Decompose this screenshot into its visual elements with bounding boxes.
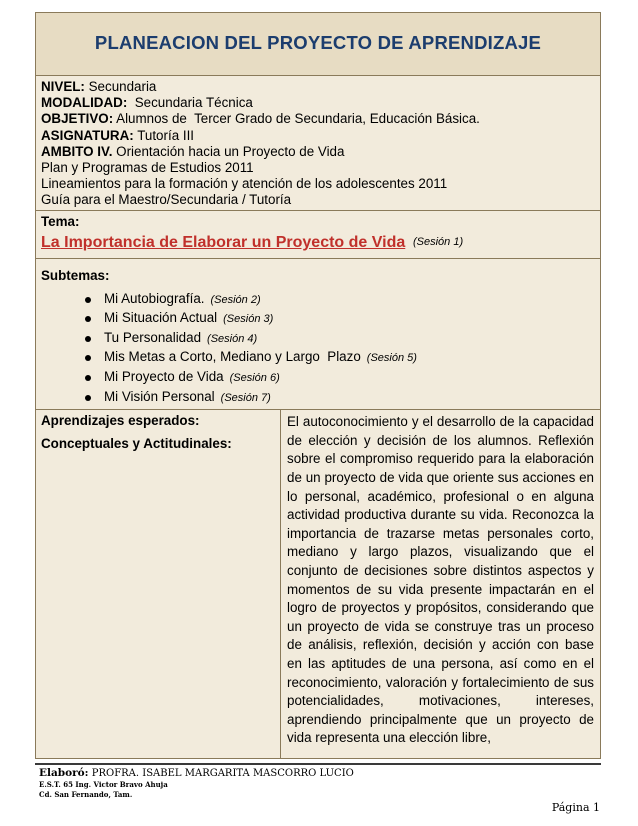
- bullet-icon: [85, 297, 91, 303]
- subtema-item: [81, 388, 595, 408]
- aprendizajes-content: [281, 410, 600, 758]
- tema-title: La Importancia de Elaborar un Proyecto de Vida: [41, 233, 406, 251]
- subtema-text: Mi Visión Personal: [104, 388, 215, 404]
- subtemas-list: [41, 290, 595, 408]
- info-value: Lineamientos para la formación y atención de los adolescentes 2011: [41, 176, 448, 192]
- aprendizajes-label: Aprendizajes esperados:: [41, 413, 200, 429]
- info-label: OBJETIVO:: [41, 111, 114, 127]
- info-line: [41, 128, 595, 144]
- tema-cell: [36, 211, 600, 259]
- planning-table: [35, 12, 601, 759]
- info-value: Secundaria Técnica: [127, 95, 253, 111]
- subtemas-cell: [36, 259, 600, 411]
- bullet-icon: [85, 336, 91, 342]
- info-label: ASIGNATURA:: [41, 127, 134, 143]
- bullet-icon: [85, 316, 91, 322]
- subtema-text: Mi Autobiografía.: [104, 290, 205, 306]
- info-line: [41, 111, 595, 127]
- subtema-text: Mi Proyecto de Vida: [104, 369, 224, 384]
- title-cell: [36, 13, 600, 76]
- subtema-text: Mi Situación Actual: [104, 310, 218, 326]
- aprendizajes-labels: [36, 410, 281, 758]
- document-title: PLANEACION DEL PROYECTO DE APRENDIZAJE: [94, 32, 542, 53]
- subtema-session: (Sesión 6): [229, 372, 280, 384]
- subtema-item: [81, 309, 595, 329]
- info-value: Orientación hacia un Proyecto de Vida: [112, 143, 345, 159]
- subtema-text: Mis Metas a Corto, Mediano y Largo Plazo: [104, 349, 361, 365]
- info-value: Secundaria: [84, 79, 157, 94]
- info-line: [41, 95, 595, 111]
- info-line: [41, 176, 595, 192]
- tema-label: Tema:: [41, 213, 80, 229]
- subtema-item: [81, 290, 595, 310]
- info-line: [41, 160, 595, 176]
- footer: [39, 767, 354, 800]
- subtema-session: (Sesión 2): [210, 293, 261, 306]
- subtema-session: (Sesión 3): [223, 313, 274, 326]
- aprendizajes-row: [36, 410, 600, 758]
- subtemas-label: Subtemas:: [41, 267, 110, 283]
- elaboro-value: PROFRA. ISABEL MARGARITA MASCORRO LUCIO: [88, 768, 354, 779]
- info-value: Tutoría III: [133, 127, 195, 143]
- footer-school: E.S.T. 65 Ing. Victor Bravo Ahuja: [39, 780, 168, 789]
- conceptuales-label: Conceptuales y Actitudinales:: [41, 436, 232, 452]
- subtema-item: [81, 348, 595, 368]
- subtema-item: [81, 329, 595, 349]
- info-label: NIVEL:: [41, 79, 85, 94]
- page-number: Página 1: [551, 801, 600, 814]
- info-line: [41, 79, 595, 95]
- info-line: [41, 192, 595, 208]
- bullet-icon: [85, 355, 91, 361]
- info-value: Alumnos de Tercer Grado de Secundaria, Educación Básica.: [113, 111, 480, 127]
- subtema-session: (Sesión 7): [220, 391, 271, 404]
- subtema-session: (Sesión 5): [366, 352, 417, 365]
- footer-author: [39, 767, 354, 780]
- bullet-icon: [85, 375, 91, 381]
- info-cell: [36, 76, 600, 211]
- info-label: MODALIDAD:: [41, 95, 128, 111]
- subtema-item: [81, 368, 595, 388]
- info-value: Guía para el Maestro/Secundaria / Tutoría: [41, 192, 292, 208]
- bullet-icon: [85, 395, 91, 401]
- tema-session: (Sesión 1): [413, 235, 464, 248]
- info-label: AMBITO IV.: [41, 143, 113, 159]
- tema-row: [41, 234, 595, 254]
- footer-city: Cd. San Fernando, Tam.: [39, 790, 133, 799]
- aprendizajes-text: El autoconocimiento y el desarrollo de la capacidad de elección y decisión de los alumnos. Reflexión sobre el compromiso requerido para la elaboración de un proyecto de vida que oriente sus acciones en lo personal, académico, profesional o en alguna actividad productiva durante su vida. Reconozca la importancia de trazarse metas personales corto, mediano y largo plazos, visualizando que el conjunto de decisiones sobre distintos aspectos y momentos de su vida presente impactarán en el logro de proyectos y propósitos, considerando que un proyecto de vida se construye tras un proceso de análisis, reflexión, decisión y acción con base en las aptitudes de una persona, así como en el reconocimiento, valoración y fortalecimiento de sus potencialidades, motivaciones, intereses, aprendiendo principalmente que un proyecto de vida representa una elección libre,: [287, 414, 594, 746]
- info-line: [41, 144, 595, 160]
- subtema-text: Tu Personalidad: [104, 329, 202, 345]
- subtema-session: (Sesión 4): [207, 332, 258, 345]
- info-value: Plan y Programas de Estudios 2011: [41, 160, 254, 176]
- planning-document: [35, 12, 601, 759]
- elaboro-label: Elaboró:: [39, 767, 89, 779]
- footer-divider: [35, 763, 601, 765]
